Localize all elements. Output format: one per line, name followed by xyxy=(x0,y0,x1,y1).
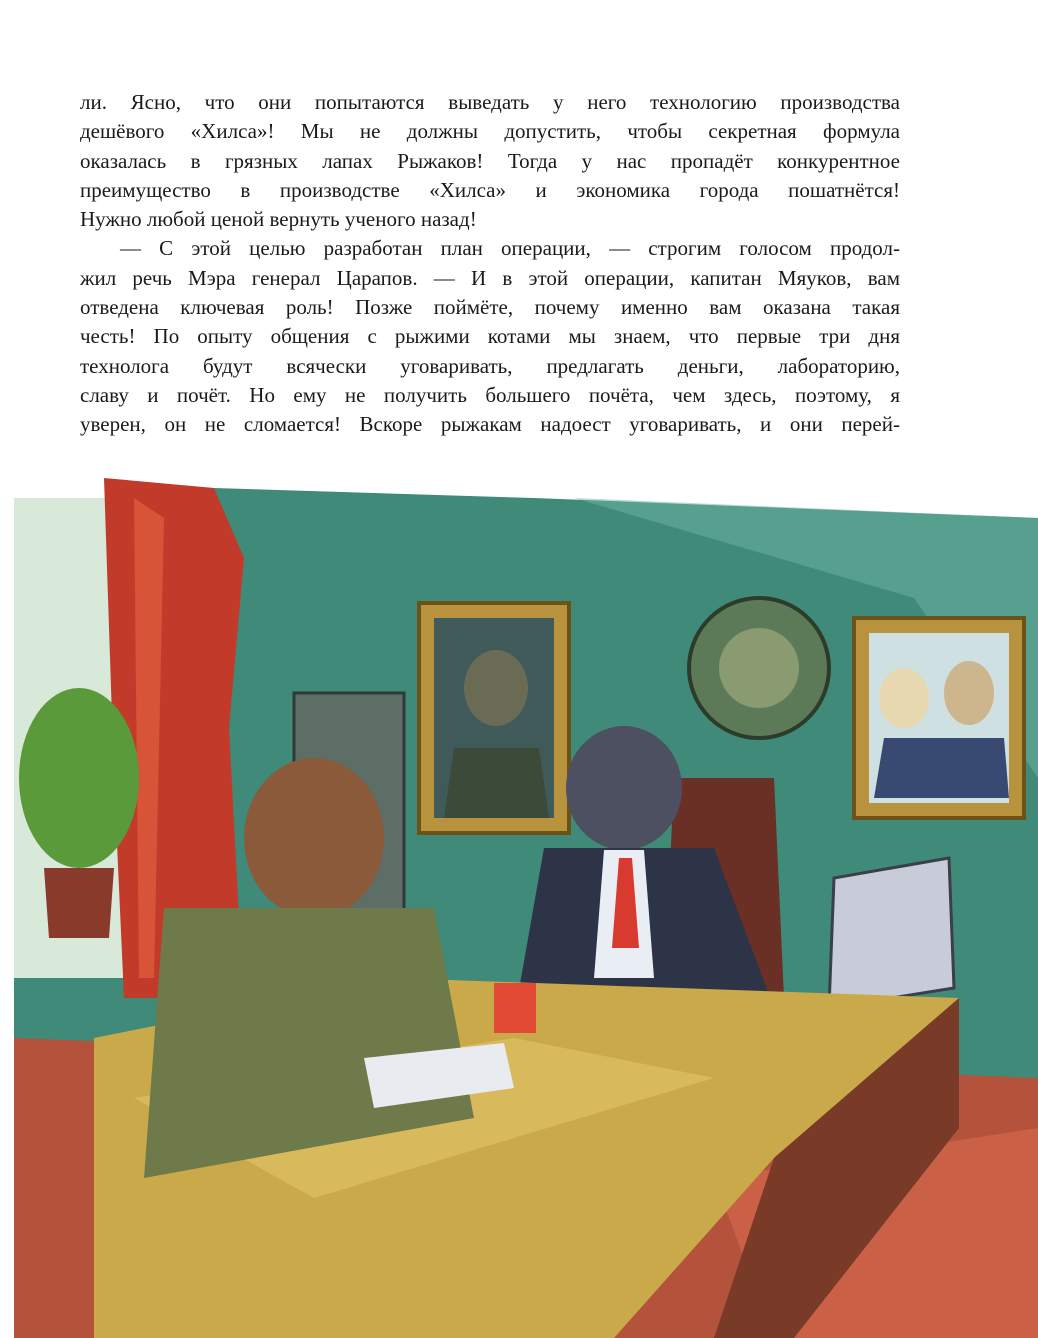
text-line: оказалась в грязных лапах Рыжаков! Тогда у нас пропадёт конкурентное xyxy=(80,148,900,173)
text-line: уверен, он не сломается! Вскоре рыжакам надоест уговаривать, и они перей- xyxy=(80,412,900,437)
text-line: Нужно любой ценой вернуть ученого назад! xyxy=(80,207,477,232)
paragraph-1 xyxy=(80,88,900,234)
page-text xyxy=(80,88,900,440)
general-head xyxy=(244,758,384,918)
text-line: дешёвого «Хилса»! Мы не должны допустить, чтобы секретная формула xyxy=(80,119,900,144)
text-line: славу и почёт. Но ему не получить большего почёта, чем здесь, поэтому, я xyxy=(80,382,900,407)
pen-holder xyxy=(494,983,536,1033)
text-line: жил речь Мэра генерал Царапов. — И в этой операции, капитан Мяуков, вам xyxy=(80,265,900,290)
text-line: честь! По опыту общения с рыжими котами мы знаем, что первые три дня xyxy=(80,324,900,349)
laptop xyxy=(829,858,954,1008)
text-line: — С этой целью разработан план операции, — строгим голосом продол- xyxy=(120,236,900,261)
text-line: отведена ключевая роль! Позже поймёте, почему именно вам оказана такая xyxy=(80,295,900,320)
illustration-svg xyxy=(14,478,1038,1338)
text-line: преимущество в производстве «Хилса» и экономика города пошатнётся! xyxy=(80,177,900,202)
illustration-office-cats xyxy=(14,478,1038,1338)
text-line: ли. Ясно, что они попытаются выведать у него технологию производства xyxy=(80,90,900,114)
plant xyxy=(19,688,139,868)
mayor-head xyxy=(566,726,682,850)
text-line: технолога будут всячески уговаривать, предлагать деньги, лабораторию, xyxy=(80,353,900,378)
paragraph-2 xyxy=(80,234,900,439)
